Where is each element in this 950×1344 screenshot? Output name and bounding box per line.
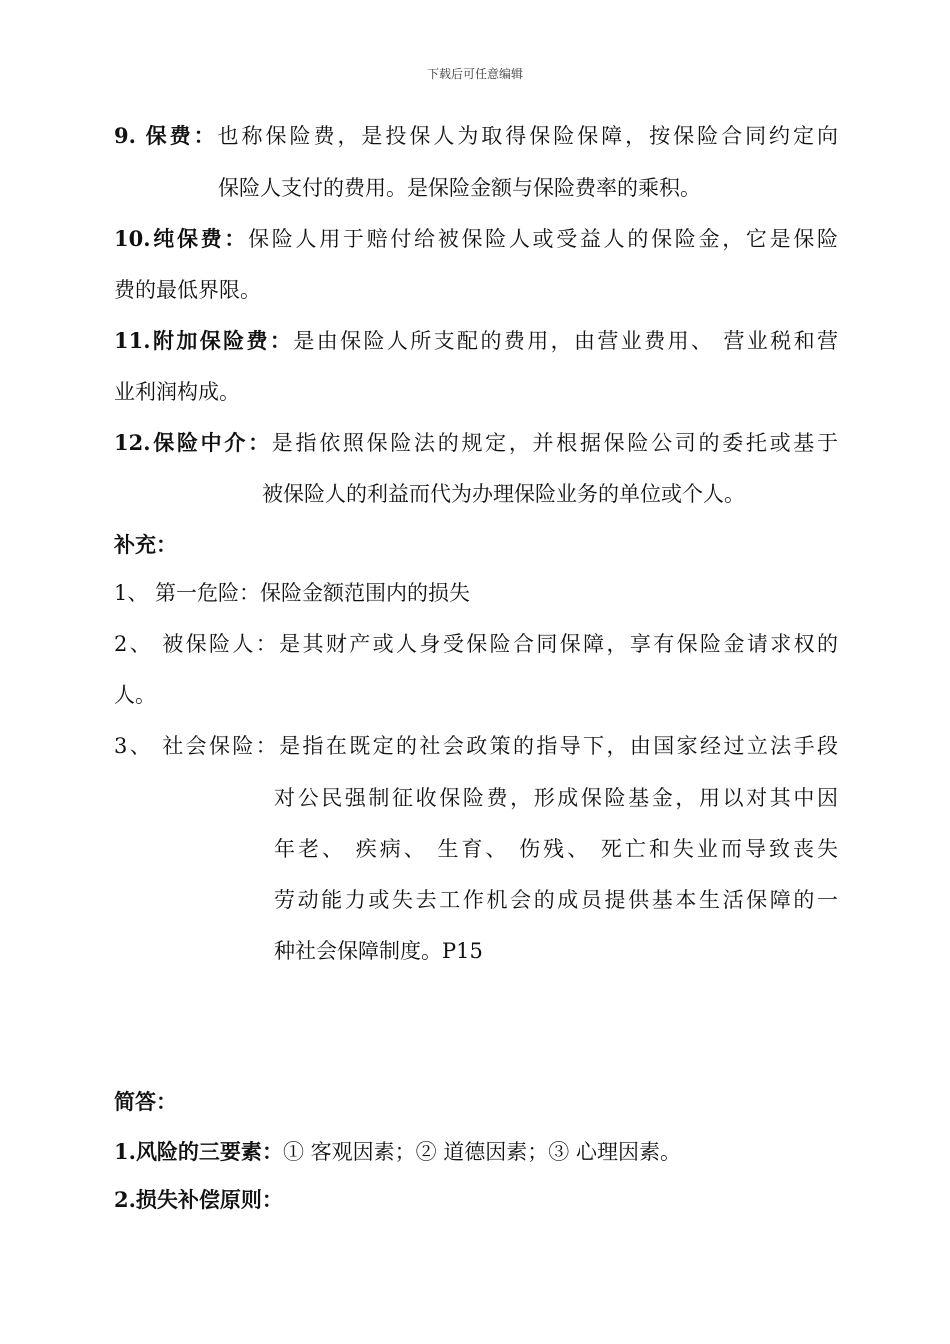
- page-header: 下载后可任意编辑: [426, 67, 523, 81]
- supplement-item-3-line-2: 对公民强制征收保险费，形成保险基金，用以对其中因: [274, 786, 838, 810]
- definition-text: 是指依照保险法的规定，并根据保险公司的委托或基于: [271, 431, 839, 455]
- short-answer-heading: 简答：: [114, 1089, 177, 1114]
- short-answer-2-heading: 2.损失补偿原则：: [114, 1187, 283, 1212]
- term-number: 10.: [114, 226, 151, 251]
- definition-10-line-2: 费的最低界限。: [114, 278, 261, 302]
- supplement-item-3-line-4: 劳动能力或失去工作机会的成员提供基本生活保障的一: [274, 888, 838, 912]
- term-name: 保费: [145, 123, 194, 148]
- term-number: 1.: [114, 1139, 136, 1164]
- supplement-item-1: 1、 第一危险：保险金额范围内的损失: [114, 581, 471, 605]
- definition-11-line-2: 业利润构成。: [114, 380, 240, 404]
- definition-9-line-2: 保险人支付的费用。是保险金额与保险费率的乘积。: [218, 176, 701, 200]
- short-answer-1: 1.风险的三要素：① 客观因素；② 道德因素；③ 心理因素。: [114, 1139, 681, 1164]
- definition-text: 保险人用于赔付给被保险人或受益人的保险金，它是保险: [248, 227, 839, 251]
- supplement-item-3-line-5: 种社会保障制度。P15: [274, 939, 483, 963]
- supplement-item-2-line-2: 人。: [114, 683, 156, 707]
- supplement-item-3-line-1: 3、 社会保险：是指在既定的社会政策的指导下，由国家经过立法手段: [114, 734, 838, 758]
- definition-text: 也称保险费，是投保人为取得保险保障，按保险合同约定向: [217, 124, 839, 148]
- definition-text: 是由保险人所支配的费用，由营业费用、 营业税和营: [293, 329, 839, 353]
- definition-10-line-1: 10.纯保费：保险人用于赔付给被保险人或受益人的保险金，它是保险: [114, 226, 839, 251]
- term-number: 9.: [114, 123, 136, 148]
- supplement-item-3-line-3: 年老、 疾病、 生育、 伤残、 死亡和失业而导致丧失: [274, 837, 838, 861]
- supplement-item-2-line-1: 2、 被保险人：是其财产或人身受保险合同保障，享有保险金请求权的: [114, 632, 838, 656]
- answer-text: ① 客观因素；② 道德因素；③ 心理因素。: [282, 1140, 681, 1164]
- term-name: 纯保费: [150, 226, 225, 251]
- definition-12-line-1: 12.保险中介：是指依照保险法的规定，并根据保险公司的委托或基于: [114, 430, 839, 455]
- term-number: 12.: [114, 430, 151, 455]
- term-name: 保险中介: [150, 430, 249, 455]
- supplement-heading: 补充：: [114, 532, 177, 557]
- term-name: 附加保险费: [150, 328, 270, 353]
- term-name: 风险的三要素: [135, 1139, 262, 1164]
- definition-12-line-2: 被保险人的利益而代为办理保险业务的单位或个人。: [262, 482, 745, 506]
- definition-9-line-1: 9. 保费：也称保险费，是投保人为取得保险保障，按保险合同约定向: [114, 123, 839, 148]
- definition-11-line-1: 11.附加保险费：是由保险人所支配的费用，由营业费用、 营业税和营: [114, 328, 839, 353]
- term-number: 11.: [114, 328, 151, 353]
